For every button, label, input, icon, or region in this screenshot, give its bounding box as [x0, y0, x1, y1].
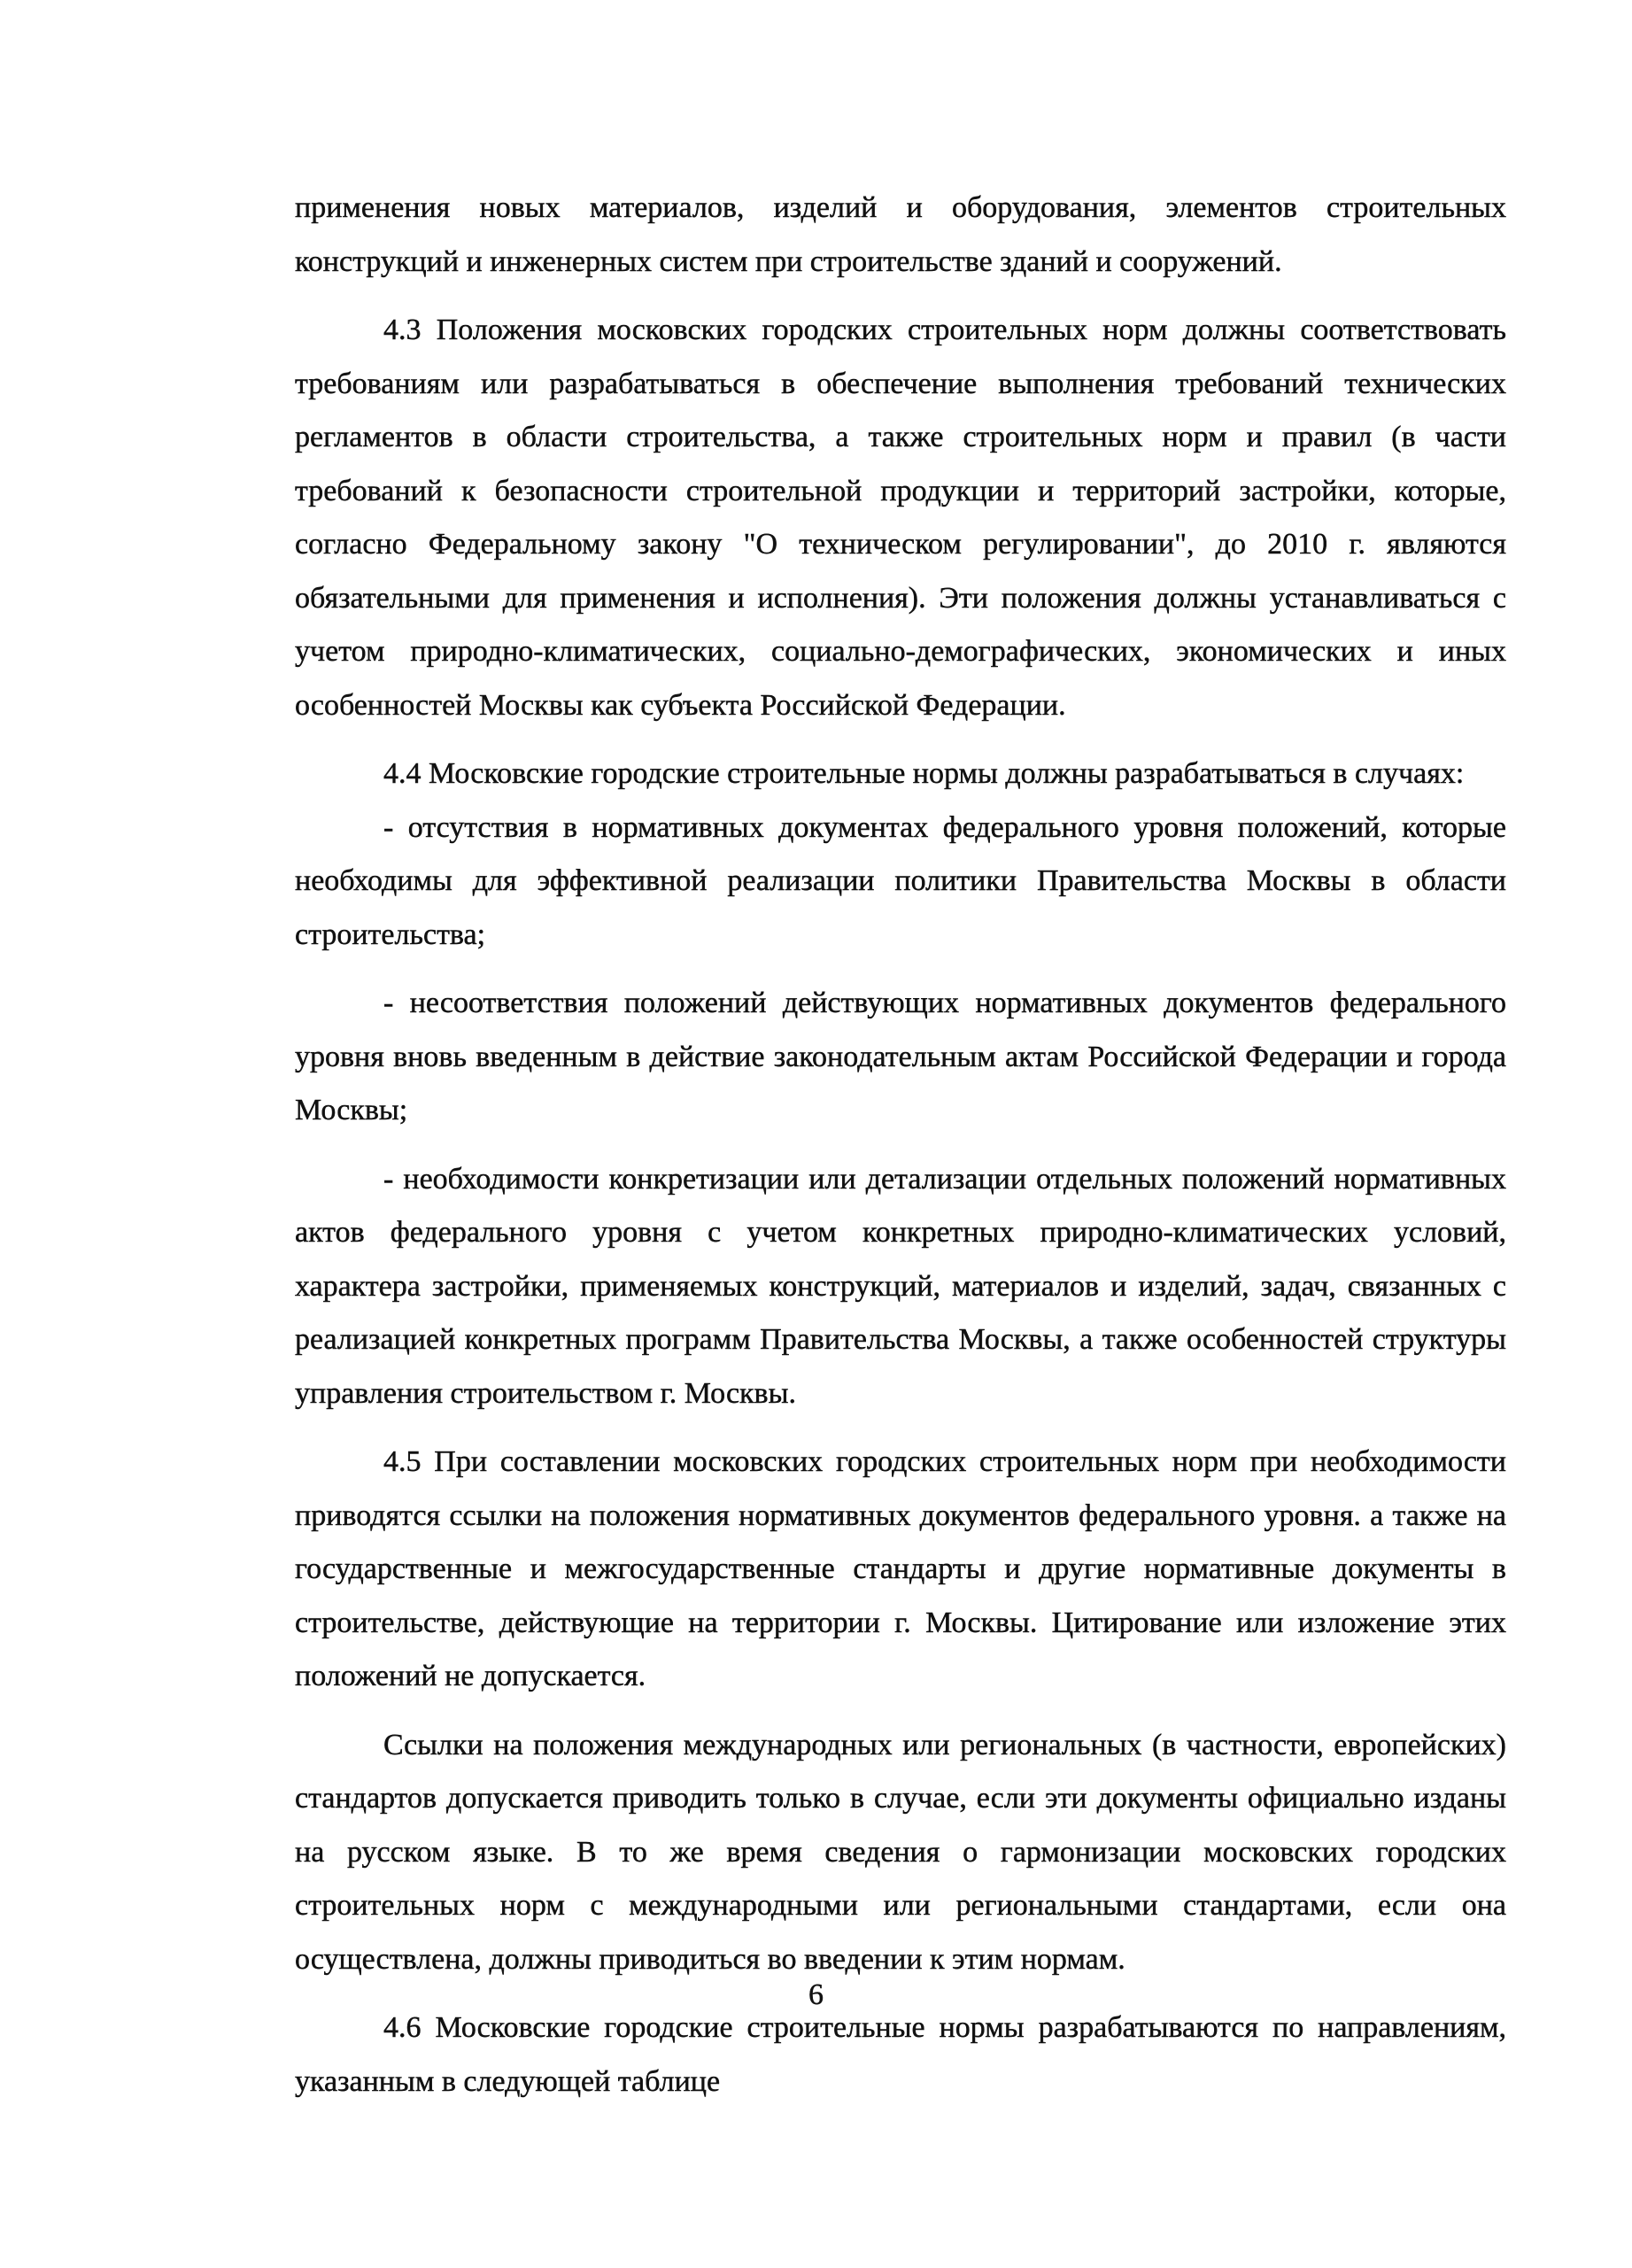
paragraph-4-5: 4.5 При составлении московских городских строительных норм при необходимости приводятся ссылки на положения нормативных документов федерального уровня. а также на государственные и межгосударственные стандарты и другие нормативные документы в строительстве, действующие на территории г. Москвы. Цитирование или изложение этих положений не допускается. [295, 1445, 1506, 1692]
document-body [295, 182, 1506, 2109]
paragraph-references: Ссылки на положения международных или региональных (в частности, европейских) стандартов допускается приводить только в случае, если эти документы официально изданы на русском языке. В то же время сведения о гармонизации московских городских строительных норм с международными или региональными стандартами, если она осуществлена, должны приводиться во введении к этим нормам. [295, 1728, 1506, 1976]
paragraph-4-6: 4.6 Московские городские строительные нормы разрабатываются по направлениям, указанным в следующей таблице [295, 2011, 1506, 2098]
paragraph-4-4: 4.4 Московские городские строительные нормы должны разрабатываться в случаях: [383, 757, 1465, 790]
list-item-necessity: - необходимости конкретизации или детализации отдельных положений нормативных актов федерального уровня с учетом конкретных природно-климатических условий, характера застройки, применяемых конструкций, материалов и изделий, задач, связанных с реализацией конкретных программ Правительства Москвы, а также особенностей структуры управления строительством г. Москвы. [295, 1162, 1506, 1410]
list-item-inconsistency: - несоответствия положений действующих нормативных документов федерального уровня вновь введенным в действие законодательным актам Российской Федерации и города Москвы; [295, 987, 1506, 1126]
list-item-absence: - отсутствия в нормативных документах федерального уровня положений, которые необходимы для эффективной реализации политики Правительства Москвы в области строительства; [295, 810, 1506, 951]
page-number: 6 [808, 1978, 824, 2011]
paragraph-4-3: 4.3 Положения московских городских строительных норм должны соответствовать требованиям или разрабатываться в обеспечение выполнения требований технических регламентов в области строительства, а также строительных норм и правил (в части требований к безопасности строительной продукции и территорий застройки, которые, согласно Федеральному закону "О техническом регулировании", до 2010 г. являются обязательными для применения и исполнения). Эти положения должны устанавливаться с учетом природно-климатических, социально-демографических, экономических и иных особенностей Москвы как субъекта Российской Федерации. [295, 313, 1506, 722]
paragraph-continuation: применения новых материалов, изделий и оборудования, элементов строительных конструкций и инженерных систем при строительстве зданий и сооружений. [295, 191, 1506, 278]
